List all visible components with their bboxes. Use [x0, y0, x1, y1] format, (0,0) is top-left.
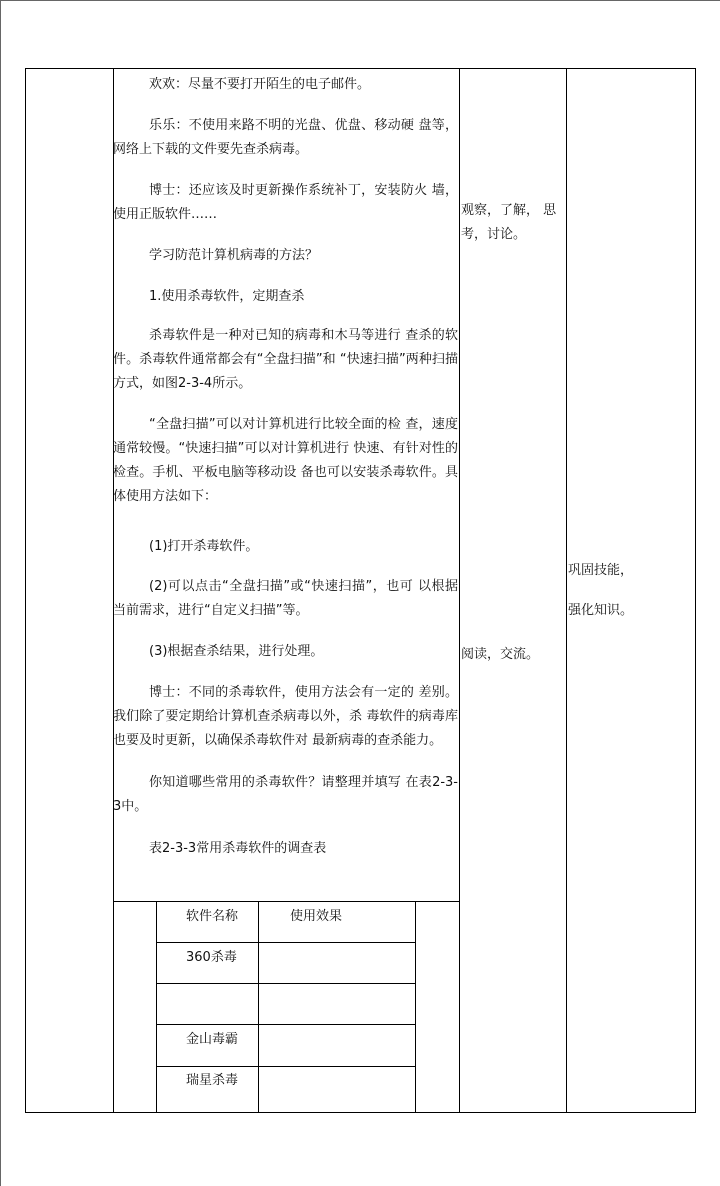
table-header-effect: 使用效果 — [290, 909, 343, 924]
design-intent-line-2: 强化知识。 — [568, 603, 634, 618]
table-cell-name-row1: 360杀毒 — [186, 950, 237, 965]
usage-step-3: (3)根据查杀结果，进行处理。 — [149, 644, 324, 659]
page-top-edge — [0, 0, 720, 1]
scan-modes-description: “全盘扫描”可以对计算机进行比较全面的检 查，速度通常较慢。“快速扫描”可以对计算机进行 快速、有针对性的检查。手机、平板电脑等移动设 备也可以安装杀毒软件。具体使用方法如下： — [113, 417, 458, 504]
page-left-edge — [0, 0, 1, 1186]
table-cell-name-row4: 瑞星杀毒 — [186, 1073, 239, 1088]
design-intent-line-1: 巩固技能， — [568, 563, 634, 578]
survey-table-caption: 表2-3-3常用杀毒软件的调查表 — [149, 841, 327, 856]
table-cell-name-row3: 金山毒霸 — [186, 1032, 239, 1047]
dialog-lele: 乐乐：不使用来路不明的光盘、优盘、移动硬 盘等，网络上下载的文件要先查杀病毒。 — [113, 118, 458, 157]
table-header-name: 软件名称 — [186, 909, 239, 924]
dialog-doctor-1: 博士：还应该及时更新操作系统补丁，安装防火 墙，使用正版软件…… — [113, 183, 458, 222]
student-activity-2: 阅读，交流。 — [461, 647, 540, 662]
step-heading-1: 1.使用杀毒软件，定期查杀 — [149, 289, 305, 304]
student-activity-1: 观察，了解， 思考，讨论。 — [461, 203, 557, 242]
antivirus-description: 杀毒软件是一种对已知的病毒和木马等进行 查杀的软件。杀毒软件通常都会有“全盘扫描”和 “快速扫描”两种扫描方式，如图2-3-4所示。 — [113, 328, 458, 391]
survey-prompt: 你知道哪些常用的杀毒软件？请整理并填写 在表2-3-3中。 — [113, 775, 458, 814]
dialog-huanhuan: 欢欢：尽量不要打开陌生的电子邮件。 — [149, 77, 371, 92]
dialog-doctor-2: 博士：不同的杀毒软件，使用方法会有一定的 差别。我们除了要定期给计算机查杀病毒以外，杀 毒软件的病毒库也要及时更新，以确保杀毒软件对 最新病毒的查杀能力。 — [113, 685, 458, 748]
usage-step-1: (1)打开杀毒软件。 — [149, 539, 259, 554]
usage-step-2: (2)可以点击“全盘扫描”或“快速扫描”，也可 以根据当前需求，进行“自定义扫描”等。 — [113, 579, 458, 618]
question-prevention: 学习防范计算机病毒的方法？ — [149, 248, 319, 263]
